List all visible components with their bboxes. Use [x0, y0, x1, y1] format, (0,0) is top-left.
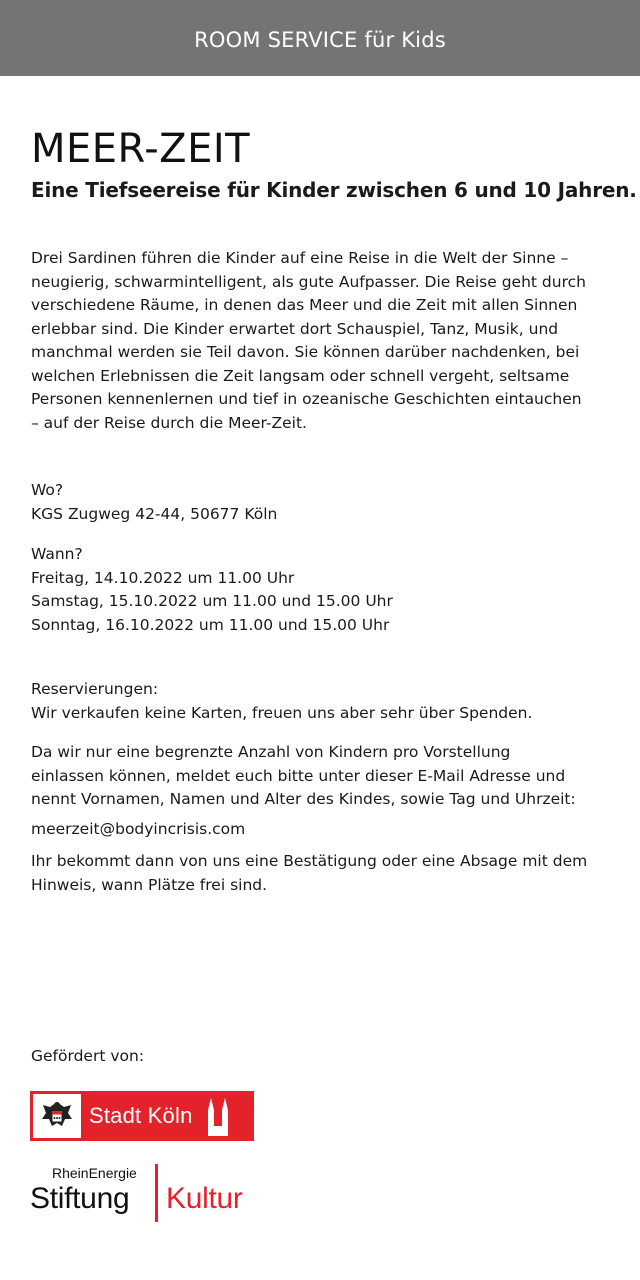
intro-line: verschiedene Räume, in denen das Meer und die Zeit mit allen Sinnen	[31, 296, 578, 314]
stadt-koeln-logo	[30, 1091, 254, 1141]
email-address[interactable]	[31, 818, 621, 842]
rheinenergie-stiftung-logo	[30, 1160, 260, 1224]
location-label: Wo?	[31, 481, 64, 499]
limited-seats-paragraph	[31, 741, 621, 812]
limited-line: Da wir nur eine begrenzte Anzahl von Kindern pro Vorstellung	[31, 743, 511, 761]
intro-line: manchmal werden sie Teil davon. Sie können darüber nachdenken, bei	[31, 343, 580, 361]
header-title: ROOM SERVICE für Kids	[194, 28, 446, 52]
date-item: Freitag, 14.10.2022 um 11.00 Uhr	[31, 568, 295, 587]
confirmation-paragraph	[31, 850, 621, 897]
intro-line: Personen kennenlernen und tief in ozeanische Geschichten eintauchen	[31, 390, 582, 408]
reservation-label: Reservierungen:	[31, 680, 159, 698]
intro-line: erlebbar sind. Die Kinder erwartet dort Schauspiel, Tanz, Musik, und	[31, 319, 559, 338]
intro-line: – auf der Reise durch die Meer-Zeit.	[31, 413, 307, 432]
page-title: MEER-ZEIT	[31, 126, 251, 172]
confirmation-line: Hinweis, wann Plätze frei sind.	[31, 875, 268, 894]
cologne-coat-of-arms-icon	[33, 1094, 81, 1138]
location-address: KGS Zugweg 42-44, 50677 Köln	[31, 504, 278, 523]
dates-section	[31, 543, 621, 637]
date-item: Sonntag, 16.10.2022 um 11.00 und 15.00 Uhr	[31, 615, 390, 634]
logo-divider	[155, 1164, 158, 1222]
email-link[interactable]: meerzeit@bodyincrisis.com	[31, 820, 246, 838]
funded-by-label: Gefördert von:	[31, 1047, 145, 1065]
intro-line: neugierig, schwarmintelligent, als gute Aufpasser. Die Reise geht durch	[31, 272, 586, 291]
intro-paragraph	[31, 247, 621, 435]
reservation-section	[31, 678, 621, 725]
reservation-text: Wir verkaufen keine Karten, freuen uns aber sehr über Spenden.	[31, 703, 533, 722]
intro-line: Drei Sardinen führen die Kinder auf eine Reise in die Welt der Sinne –	[31, 249, 569, 267]
date-item: Samstag, 15.10.2022 um 11.00 und 15.00 Uhr	[31, 592, 393, 610]
dates-label: Wann?	[31, 545, 83, 563]
stadt-koeln-text: Stadt Köln	[89, 1103, 193, 1128]
stiftung-text: Stiftung	[30, 1182, 130, 1215]
limited-line: einlassen können, meldet euch bitte unter dieser E-Mail Adresse und	[31, 766, 566, 785]
page-subtitle: Eine Tiefseereise für Kinder zwischen 6 und 10 Jahren.	[31, 178, 637, 202]
intro-line: welchen Erlebnissen die Zeit langsam oder schnell vergeht, seltsame	[31, 366, 570, 385]
kultur-text: Kultur	[166, 1182, 243, 1215]
rheinenergie-text: RheinEnergie	[52, 1165, 137, 1181]
confirmation-line: Ihr bekommt dann von uns eine Bestätigung oder eine Absage mit dem	[31, 852, 588, 870]
limited-line: nennt Vornamen, Namen und Alter des Kindes, sowie Tag und Uhrzeit:	[31, 790, 576, 808]
header-bar	[0, 0, 640, 76]
location-section	[31, 479, 621, 526]
cathedral-icon	[205, 1096, 231, 1136]
